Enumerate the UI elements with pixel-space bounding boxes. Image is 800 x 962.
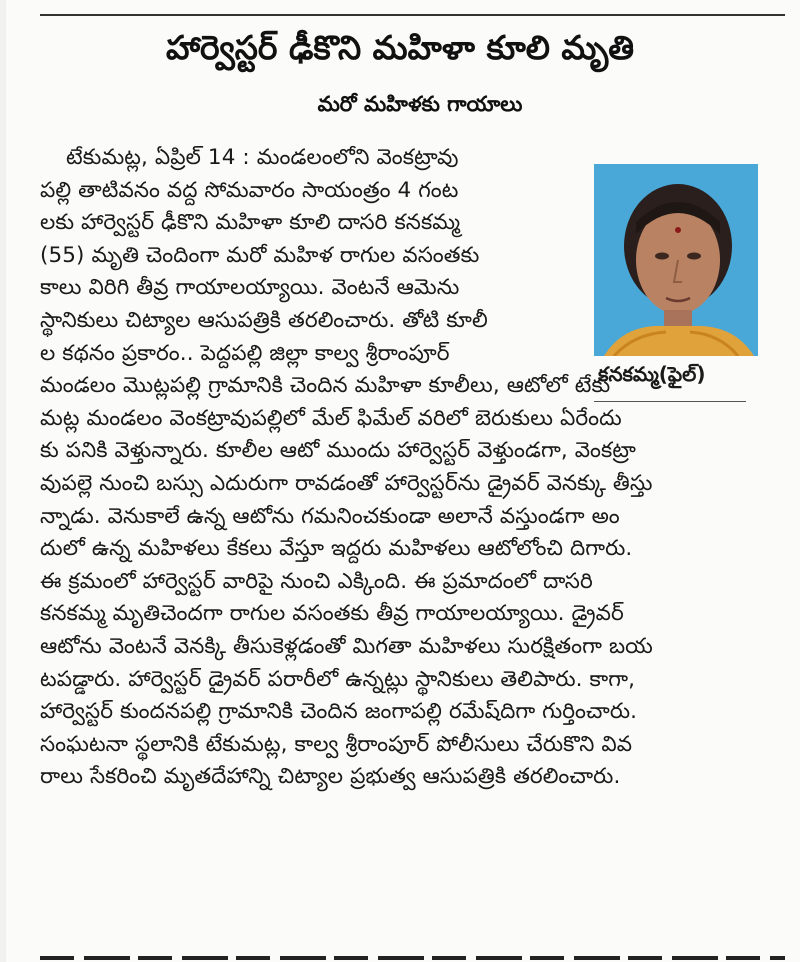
body-line: మండలం మొట్లపల్లి గ్రామానికి చెందిన మహిళా కూలీలు, ఆటోలో టేకు [40,373,611,399]
body-line: హార్వెస్టర్ కుందనపల్లి గ్రామానికి చెందిన జంగాపల్లి రమేష్‌దిగా గుర్తించారు. [40,699,638,725]
body-line: స్థానికులు చిట్యాల ఆసుపత్రికి తరలించారు. తోటి కూలీ [40,307,488,333]
body-line: మట్ల మండలం వెంకట్రావుపల్లిలో మేల్ ఫిమేల్ వరిలో బెరుకులు ఏరేందు [40,405,622,431]
body-line: సంఘటనా స్థలానికి టేకుమట్ల, కాల్వ శ్రీరాంపూర్ పోలీసులు చేరుకొని వివ [40,731,633,757]
subheadline: మరో మహిళకు గాయాలు [317,92,523,116]
body-line: కు పనికి వెళ్తున్నారు. కూలీల ఆటో ముందు హార్వెస్టర్ వెళ్తుండగా, వెంకట్రా [40,438,636,464]
body-line: టపడ్డారు. హార్వెస్టర్ డ్రైవర్ పరారీలో ఉన్నట్లు స్థానికులు తెలిపారు. కాగా, [40,666,636,692]
page-edge [0,0,6,962]
headline: హార్వెస్టర్ ఢీకొని మహిళా కూలి మృతి [165,28,635,67]
body-line: వుపల్లె నుంచి బస్సు ఎదురుగా రావడంతో హార్వెస్టర్‌ను డ్రైవర్ వెనక్కు తీస్తు [40,470,653,496]
body-line: టేకుమట్ల, ఏప్రిల్ 14 : మండలంలోని వెంకట్రావు [66,145,459,170]
body-line: లకు హార్వెస్టర్ ఢీకొని మహిళా కూలి దాసరి కనకమ్మ [40,210,461,236]
body-line: న్నాడు. వెనుకాలే ఉన్న ఆటోను గమనించకుండా అలానే వస్తుండగా అం [40,503,620,529]
top-divider [40,14,785,16]
body-line: రాలు సేకరించి మృతదేహాన్ని చిట్యాల ప్రభుత్వ ఆసుపత్రికి తరలించారు. [40,764,621,790]
body-line: కాలు విరిగి తీవ్ర గాయాలయ్యాయి. వెంటనే ఆమెను [40,275,460,301]
body-line: ఈ క్రమంలో హార్వెస్టర్ వారిపై నుంచి ఎక్కింది. ఈ ప్రమాదంలో దాసరి [40,568,593,594]
body-line: (55) మృతి చెందింగా మరో మహిళ రాగుల వసంతకు [40,242,480,268]
body-line: పల్లి తాటివనం వద్ద సోమవారం సాయంత్రం 4 గంట [40,177,459,203]
body-line: దులో ఉన్న మహిళలు కేకలు వేస్తూ ఇద్దరు మహిళలు ఆటోలోంచి దిగారు. [40,536,633,562]
next-article-cutoff [40,946,785,962]
article-body [40,142,790,794]
body-line: ల కథనం ప్రకారం.. పెద్దపల్లి జిల్లా కాల్వ శ్రీరాంపూర్ [40,340,450,366]
body-line: కనకమ్మ మృతిచెందగా రాగుల వసంతకు తీవ్ర గాయాలయ్యాయి. డ్రైవర్ [40,601,624,627]
body-line: ఆటోను వెంటనే వెనక్కి తీసుకెళ్లడంతో మిగతా మహిళలు సురక్షితంగా బయ [40,633,653,659]
photo-caption: కనకమ్మ(ఫైల్) [598,362,706,386]
